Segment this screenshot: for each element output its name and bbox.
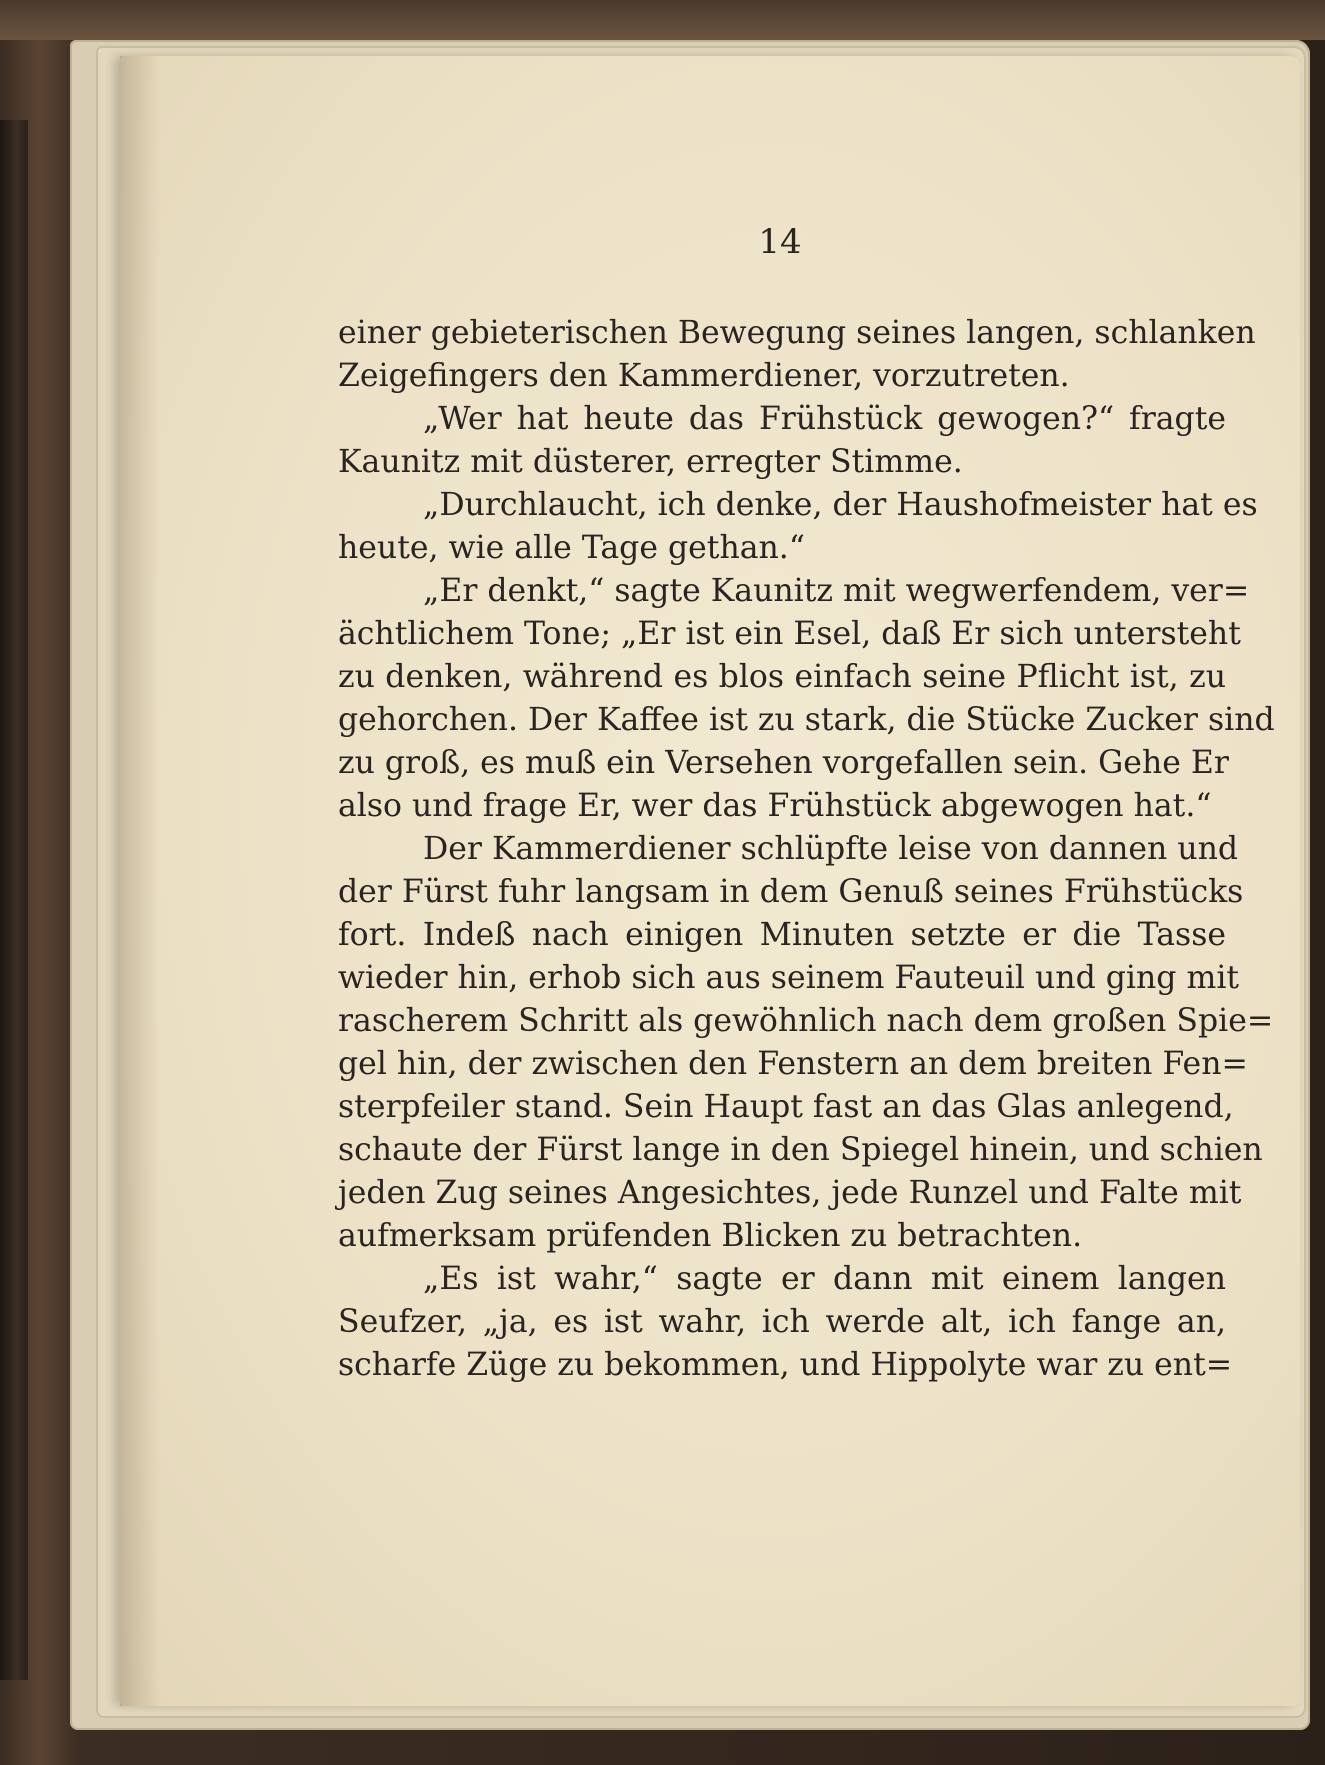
text-line: einer gebieterischen Bewegung seines langen, schlanken <box>338 315 1256 351</box>
text-line: „Es ist wahr,“ sagte er dann mit einem langen <box>423 1261 1226 1297</box>
page-text <box>338 312 1275 1387</box>
page-number: 14 <box>758 222 802 262</box>
text-line: aufmerksam prüfenden Blicken zu betrachten. <box>338 1218 1083 1254</box>
text-line: Kaunitz mit düsterer, erregter Stimme. <box>338 444 963 480</box>
text-line: zu denken, während es blos einfach seine Pflicht ist, zu <box>338 659 1226 695</box>
text-line: Der Kammerdiener schlüpfte leise von dannen und <box>423 831 1239 867</box>
text-line: fort. Indeß nach einigen Minuten setzte er die Tasse <box>338 917 1226 953</box>
text-line: „Wer hat heute das Frühstück gewogen?“ fragte <box>423 401 1226 437</box>
text-line: heute, wie alle Tage gethan.“ <box>338 530 805 566</box>
text-line: rascherem Schritt als gewöhnlich nach dem großen Spie= <box>338 1003 1274 1039</box>
text-line: ächtlichem Tone; „Er ist ein Esel, daß Er sich untersteht <box>338 616 1241 652</box>
text-line: der Fürst fuhr langsam in dem Genuß seines Frühstücks <box>338 874 1244 910</box>
text-line: gel hin, der zwischen den Fenstern an dem breiten Fen= <box>338 1046 1248 1082</box>
book-cover-top-edge <box>0 0 1325 40</box>
text-line: wieder hin, erhob sich aus seinem Fauteuil und ging mit <box>338 960 1240 996</box>
text-line: scharfe Züge zu bekommen, und Hippolyte war zu ent= <box>338 1347 1233 1383</box>
text-line: jeden Zug seines Angesichtes, jede Runzel und Falte mit <box>338 1175 1242 1211</box>
text-line: schaute der Fürst lange in den Spiegel hinein, und schien <box>338 1132 1263 1168</box>
text-line: gehorchen. Der Kaffee ist zu stark, die Stücke Zucker sind <box>338 702 1275 738</box>
text-line: also und frage Er, wer das Frühstück abgewogen hat.“ <box>338 788 1212 824</box>
book-spine-edge <box>0 120 28 1680</box>
text-line: Zeigefingers den Kammerdiener, vorzutreten. <box>338 358 1070 394</box>
text-line: Seufzer, „ja, es ist wahr, ich werde alt, ich fange an, <box>338 1304 1226 1340</box>
page-gutter-shadow <box>120 56 160 1706</box>
text-line: sterpfeiler stand. Sein Haupt fast an das Glas anlegend, <box>338 1089 1234 1125</box>
text-line: zu groß, es muß ein Versehen vorgefallen sein. Gehe Er <box>338 745 1229 781</box>
text-line: „Er denkt,“ sagte Kaunitz mit wegwerfendem, ver= <box>423 573 1250 609</box>
text-line: „Durchlaucht, ich denke, der Haushofmeister hat es <box>423 487 1258 523</box>
